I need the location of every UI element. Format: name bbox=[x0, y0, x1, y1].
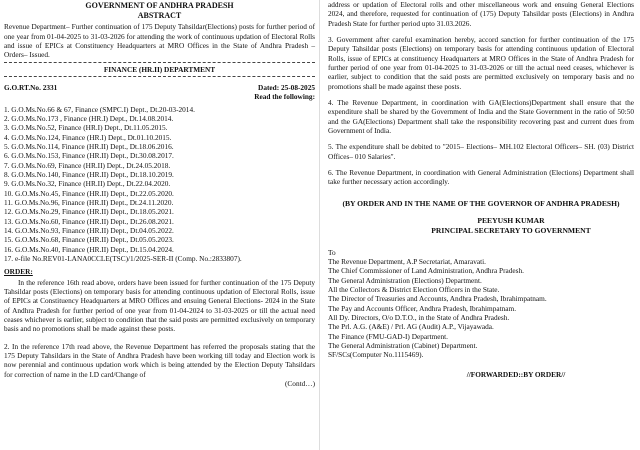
references-list bbox=[4, 105, 315, 264]
recipient-item: The Chief Commissioner of Land Administration, Andhra Pradesh. bbox=[328, 266, 524, 276]
reference-item: 12. G.O.Ms.No.29, Finance (HR.II) Dept., Dt.18.05.2021. bbox=[4, 207, 174, 217]
recipient-item: The Prl. A.G. (A&E) / Prl. AG (Audit) A.P., Vijayawada. bbox=[328, 322, 494, 332]
paragraph-6: 6. The Revenue Department, in coordination with General Administration (Elections) Department shall take further necessary action accordingly. bbox=[328, 167, 634, 187]
government-heading: GOVERNMENT OF ANDHRA PRADESH bbox=[85, 1, 234, 10]
paragraph-3: 3. Government after careful examination hereby, accord sanction for further continuation of the 175 Deputy Tahsildar posts (Elections) on temporary basis for attending continuous updation of Electoral Rolls, issue of EPICs at constituency Headquarters at MRO Offices in the State of Andhra Pradesh for further period of one year from 01-04-2025 to 31-03-2026 or till the actual need ceases, whichever is earlier, subject to condition that the said posts are permitted exclusively on temporary basis and no promotions shall be made against these posts. bbox=[328, 34, 634, 91]
recipient-item: The Finance (FMU-GAD-I) Department. bbox=[328, 331, 448, 341]
recipient-item: The General Administration (Elections) Department. bbox=[328, 275, 482, 285]
dashed-divider bbox=[4, 62, 315, 63]
recipient-item: All the Collectors & District Election Officers in the State. bbox=[328, 285, 500, 295]
reference-item: 10. G.O.Ms.No.45, Finance (HR.II) Dept., Dt.22.05.2020. bbox=[4, 188, 174, 198]
reference-item: 15. G.O.Ms.No.68, Finance (HR.II) Dept., Dt.05.05.2023. bbox=[4, 235, 174, 245]
by-order-statement: (BY ORDER AND IN THE NAME OF THE GOVERNOR OF ANDHRA PRADESH) bbox=[342, 198, 620, 208]
go-number: G.O.RT.No. 2331 bbox=[4, 83, 58, 93]
recipients-block bbox=[328, 248, 634, 360]
reference-item: 16. G.O.Ms.No.40, Finance (HR.II) Dept., Dt.15.04.2024. bbox=[4, 244, 174, 254]
signer-title: PRINCIPAL SECRETARY TO GOVERNMENT bbox=[431, 226, 591, 236]
column-divider bbox=[319, 0, 320, 450]
recipient-item: The Director of Treasuries and Accounts, Andhra Pradesh, Ibrahimpatnam. bbox=[328, 294, 547, 304]
continued-marker: (Contd…) bbox=[285, 378, 315, 388]
recipient-item: The Pay and Accounts Officer, Andhra Pradesh, Ibrahimpatnam. bbox=[328, 303, 517, 313]
reference-item: 8. G.O.Ms.No.140, Finance (HR.II) Dept., Dt.18.10.2019. bbox=[4, 170, 174, 180]
forwarded-by-order: //FORWARDED::BY ORDER// bbox=[466, 369, 566, 379]
reference-item: 1. G.O.Ms.No.66 & 67, Finance (SMPC.I) Dept., Dt.20-03-2014. bbox=[4, 104, 195, 114]
abstract-text: Revenue Department– Further continuation of 175 Deputy Tahsildar(Elections) posts for further period of one year from 01-04-2025 to 31-03-2026 for attending the work of continuous updation of Electoral Rolls and issue of EPICs at Constituency Headquarters at MRO Offices in the State of Andhra Pradesh – Orders– Issued. bbox=[4, 22, 315, 60]
reference-item: 9. G.O.Ms.No.32, Finance (HR.II) Dept., Dt.22.04.2020. bbox=[4, 179, 171, 189]
abstract-heading: ABSTRACT bbox=[137, 11, 182, 21]
recipient-item: SF/SCs(Computer No.1115469). bbox=[328, 350, 424, 360]
dashed-divider bbox=[4, 76, 315, 77]
order-paragraph-1: In the reference 16th read above, orders have been issued for further continuation of the 175 Deputy Tahsildar posts (Elections) on temporary basis for attending continuous updation of Electoral Rolls, issue of EPICs at Constituency Headquarters at MRO Offices and ensuing General Elections- 2024 in the State of Andhra Pradesh for further period of one year from 01-04-2024 to 31-03-2025 or till the actual need ceases whichever is earlier, subject to condition that the said posts are permitted exclusively on temporary basis and no promotions shall be made against these posts. bbox=[4, 277, 315, 334]
reference-item: 4. G.O.Ms.No.124, Finance (HR.I) Dept., Dt.01.10.2015. bbox=[4, 132, 172, 142]
right-column bbox=[328, 0, 634, 379]
reference-item: 7. G.O.Ms.No.69, Finance (HR.II) Dept., Dt.24.05.2018. bbox=[4, 160, 171, 170]
order-heading: ORDER: bbox=[4, 267, 33, 277]
reference-item: 14. G.O.Ms.No.93, Finance (HR.II) Dept., Dt.04.05.2022. bbox=[4, 226, 174, 236]
reference-item: 2. G.O.Ms.No.173 , Finance (HR.I) Dept., Dt.14.08.2014. bbox=[4, 114, 174, 124]
reference-item: 11. G.O.Ms.No.96, Finance (HR.II) Dept., Dt.24.11.2020. bbox=[4, 198, 174, 208]
read-following-label: Read the following: bbox=[254, 92, 315, 102]
go-date: Dated: 25-08-2025 bbox=[258, 83, 315, 93]
to-label: To bbox=[328, 247, 336, 257]
recipient-item: The Revenue Department, A.P Secretariat, Amaravati. bbox=[328, 257, 486, 267]
reference-item: 5. G.O.Ms.No.114, Finance (HR.II) Dept., Dt.18.06.2016. bbox=[4, 142, 174, 152]
reference-item: 13. G.O.Ms.No.60, Finance (HR.II) Dept., Dt.26.08.2021. bbox=[4, 216, 174, 226]
left-column bbox=[4, 0, 315, 388]
department-heading: FINANCE (HR.II) DEPARTMENT bbox=[103, 64, 216, 74]
signer-name: PEEYUSH KUMAR bbox=[477, 216, 545, 226]
paragraph-5: 5. The expenditure shall be debited to "2015– Elections– MH.102 Electoral Officers– SH. (03) District Offices– 010 Salaries". bbox=[328, 142, 634, 161]
reference-item: 6. G.O.Ms.No.153, Finance (HR.II) Dept., Dt.30.08.2017. bbox=[4, 151, 174, 161]
order-paragraph-2: 2. In the reference 17th read above, the Revenue Department has referred the proposals stating that the 175 Deputy Tahsildars in the State of Andhra Pradesh have been working till today and Election work is now perennial and continuous updation work which is being attended by the Election Deputy Tahsildars for correction of name in the I.D card/Change of bbox=[4, 341, 315, 379]
go-number-row bbox=[4, 83, 315, 92]
paragraph-4: 4. The Revenue Department, in coordination with GA(Elections)Department shall ensure that the expenditure shall be shared by the Government of India and the State Government in the ratio of 50:50 and the GA(Elections) Department shall take the responsibility recovering past and current dues from Government of India. bbox=[328, 97, 634, 135]
paragraph-2-continued: address or updation of Electoral rolls and other miscellaneous work and ensuing General Elections 2024, and therefore, requested for continuation of (175) Deputy Tahsildar posts (Elections) in Andhra Pradesh State for further period upto 31.03.2026. bbox=[328, 0, 634, 28]
recipient-item: The General Administration (Cabinet) Department. bbox=[328, 341, 478, 351]
reference-item: 17. e-file No.REV01-LANA0CCLE(TSC)/1/2025-SER-II (Comp. No.:2833807). bbox=[4, 254, 242, 264]
reference-item: 3. G.O.Ms.No.52, Finance (HR.I) Dept., Dt.11.05.2015. bbox=[4, 123, 168, 133]
recipient-item: All Dy. Directors, O/o D.T.O., in the State of Andhra Pradesh. bbox=[328, 313, 510, 323]
